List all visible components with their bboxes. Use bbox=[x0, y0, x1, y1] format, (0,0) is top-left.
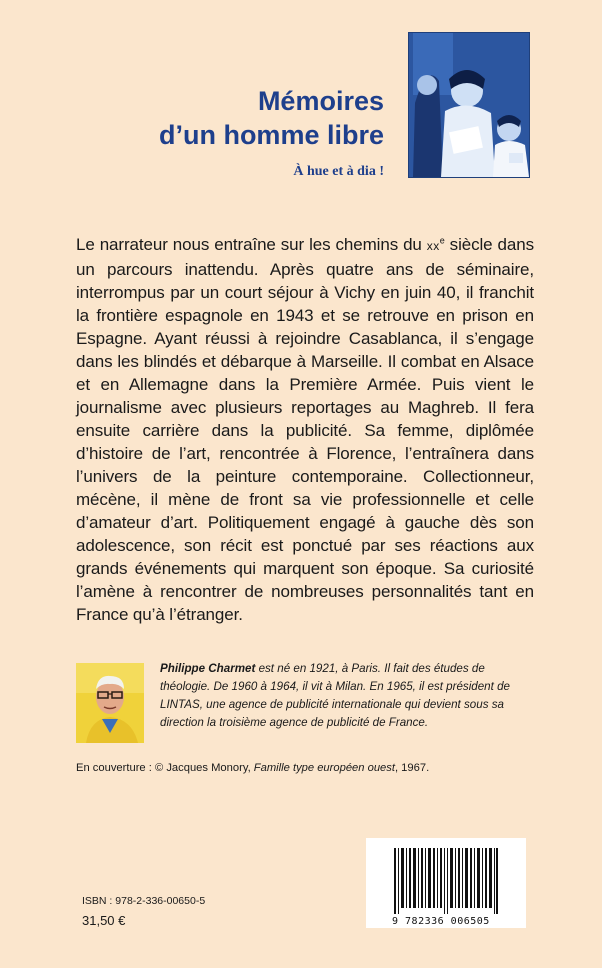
credit-suffix: , 1967. bbox=[394, 762, 430, 774]
credit-prefix: En couverture : © Jacques Monory, bbox=[76, 762, 254, 774]
century-numeral: xx bbox=[426, 239, 440, 253]
author-name: Philippe Charmet bbox=[160, 662, 256, 675]
back-cover-blurb bbox=[76, 233, 534, 626]
cover-credit bbox=[76, 762, 536, 774]
cover-artwork-image bbox=[408, 32, 530, 178]
century-superscript: e bbox=[439, 235, 445, 246]
author-bio-text: est né en 1921, à Paris. Il fait des études de théologie. De 1960 à 1964, il vit à Milan. En 1965, il est président de LINTAS, une agence de publicité internationale qui devient sous sa direction la troisième agence de publicité de France. bbox=[160, 662, 510, 729]
book-price: 31,50 € bbox=[82, 913, 126, 928]
blurb-text-rest: siècle dans un parcours inattendu. Après quatre ans de séminaire, interrompus par un court séjour à Vichy en juin 40, il franchit la frontière espagnole en 1943 et se retrouve en prison en Espagne. Ayant réussi à rejoindre Casablanca, il s’engage dans les blindés et débarque à Marseille. Il combat en Alsace et en Allemagne dans la Première Armée. Puis vient le journalisme avec plusieurs reportages au Maghreb. Il fera ensuite carrière dans la publicité. Sa femme, diplômée d’histoire de l’art, rencontrée à Florence, l’entraînera dans l’univers de la peinture contemporaine. Collectionneur, mécène, il mène de front sa vie professionnelle et celle d’amateur d’art. Politiquement engagé à gauche dès son adolescence, son récit est ponctué par ses réactions aux grands événements qui marquent son époque. Sa curiosité l’amène à rencontrer de nombreuses personnalités tant en France qu’à l’étranger. bbox=[76, 235, 534, 624]
isbn-number: ISBN : 978-2-336-00650-5 bbox=[82, 895, 206, 907]
book-title-line-1: Mémoires bbox=[257, 86, 384, 116]
barcode-number: 9 782336 006505 bbox=[392, 916, 490, 927]
cover-artwork-illustration bbox=[409, 33, 529, 177]
credit-artwork-title: Famille type européen ouest bbox=[253, 762, 395, 774]
barcode-panel bbox=[366, 838, 526, 928]
author-photo bbox=[76, 663, 144, 743]
book-title-line-2: d’un homme libre bbox=[158, 120, 384, 150]
barcode-icon bbox=[394, 848, 498, 914]
blurb-text-start: Le narrateur nous entraîne sur les chemins du bbox=[76, 235, 427, 254]
author-biography bbox=[160, 660, 528, 732]
book-title bbox=[84, 84, 384, 152]
author-portrait-illustration bbox=[76, 663, 144, 743]
book-subtitle: À hue et à dia ! bbox=[293, 164, 384, 179]
